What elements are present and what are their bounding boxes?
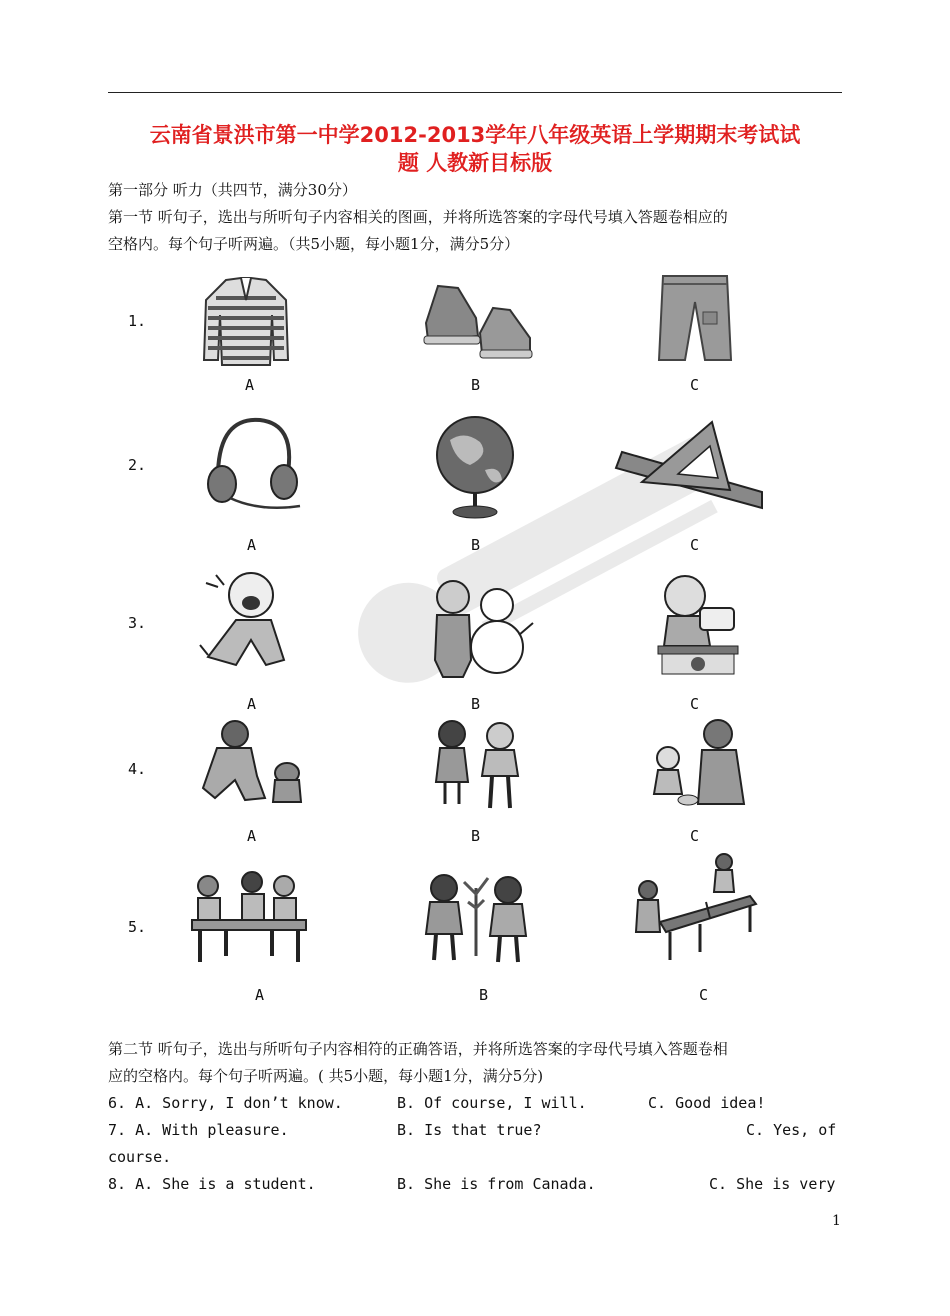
option-label-4c: C (690, 827, 700, 845)
option-label-3a: A (247, 695, 257, 713)
question-8-option-a: 8. A. She is a student. (108, 1175, 316, 1193)
question-7-option-b: B. Is that true? (397, 1121, 542, 1139)
girl-with-dog-icon (195, 718, 310, 810)
question-8-option-c: C. She is very (709, 1175, 836, 1193)
option-label-3c: C (690, 695, 700, 713)
question-6-option-c: C. Good idea! (648, 1094, 766, 1112)
two-girls-icon (430, 718, 525, 813)
snowman-icon (425, 565, 535, 680)
section2-instructions-2: 应的空格内。每个句子听两遍。( 共5小题，每小题1分，满分5分) (108, 1067, 544, 1085)
question-number-5: 5. (128, 918, 147, 936)
question-7-option-a: 7. A. With pleasure. (108, 1121, 289, 1139)
trousers-icon (655, 272, 735, 364)
option-label-2a: A (247, 536, 257, 554)
section1-instructions-1: 第一节 听句子，选出与所听句子内容相关的图画，并将所选答案的字母代号填入答题卷相应的 (108, 208, 728, 226)
option-label-5c: C (699, 986, 709, 1004)
question-8-option-b: B. She is from Canada. (397, 1175, 596, 1193)
option-label-5a: A (255, 986, 265, 1004)
headset-icon (200, 412, 310, 517)
option-label-1b: B (471, 376, 481, 394)
hurt-boy-icon (196, 565, 301, 680)
question-number-1: 1. (128, 312, 147, 330)
question-7-option-c-continued: course. (108, 1148, 172, 1166)
page-title-line-2: 题 人教新目标版 (397, 151, 553, 175)
option-label-2b: B (471, 536, 481, 554)
boys-planting-tree-icon (420, 868, 530, 966)
option-label-2c: C (690, 536, 700, 554)
question-7-option-c: C. Yes, of (746, 1121, 837, 1139)
option-label-1c: C (690, 376, 700, 394)
page-number: 1 (832, 1213, 841, 1229)
option-label-1a: A (245, 376, 255, 394)
globe-icon (430, 410, 520, 520)
option-label-4b: B (471, 827, 481, 845)
option-label-5b: B (479, 986, 489, 1004)
question-number-3: 3. (128, 614, 147, 632)
students-at-table-icon (186, 870, 311, 965)
boy-eating-icon (650, 568, 745, 678)
mother-and-child-icon (648, 716, 753, 811)
question-number-4: 4. (128, 760, 147, 778)
header-rule (108, 92, 842, 93)
section1-instructions-2: 空格内。每个句子听两遍。（共5小题，每小题1分，满分5分） (108, 235, 520, 253)
question-6-option-b: B. Of course, I will. (397, 1094, 587, 1112)
striped-shirt-icon (196, 270, 296, 370)
question-6-option-a: 6. A. Sorry, I don’t know. (108, 1094, 343, 1112)
set-squares-icon (612, 412, 772, 512)
section2-instructions-1: 第二节 听句子，选出与所听句子内容相符的正确答语，并将所选答案的字母代号填入答题卷相 (108, 1040, 728, 1058)
sneakers-icon (418, 278, 538, 363)
question-number-2: 2. (128, 456, 147, 474)
part1-heading: 第一部分 听力（共四节，满分30分） (108, 181, 357, 199)
option-label-4a: A (247, 827, 257, 845)
ping-pong-icon (630, 852, 760, 967)
option-label-3b: B (471, 695, 481, 713)
page-title-line-1: 云南省景洪市第一中学2012-2013学年八年级英语上学期期末考试试 (149, 123, 801, 147)
